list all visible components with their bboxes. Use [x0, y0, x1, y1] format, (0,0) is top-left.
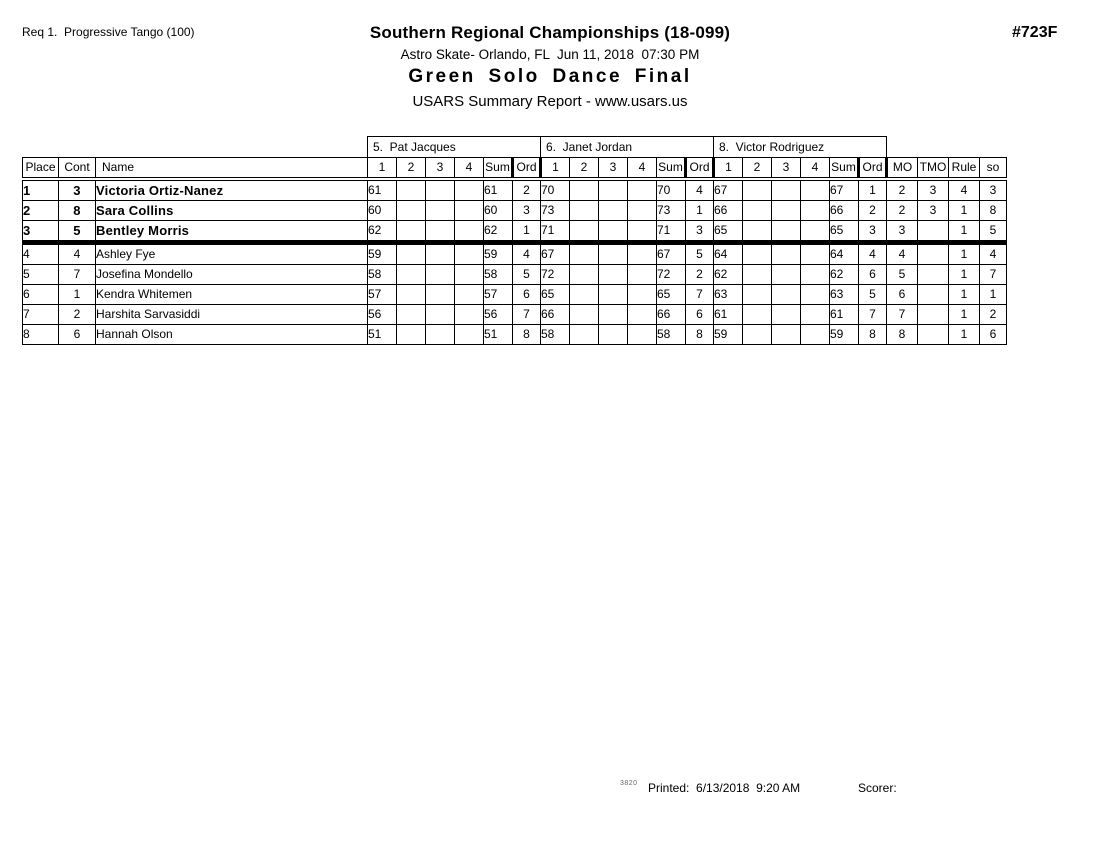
judge3-score-3-cell	[772, 243, 801, 265]
so-cell: 2	[980, 305, 1007, 325]
judge3-ord-cell: 4	[859, 243, 887, 265]
judge1-score-2-cell	[397, 243, 426, 265]
judge3-col-3: 3	[772, 158, 801, 180]
judge1-ord-cell: 5	[513, 265, 541, 285]
tmo-cell	[918, 243, 949, 265]
judge1-score-4-cell	[455, 325, 484, 345]
judge2-score-1-cell: 67	[541, 243, 570, 265]
judge3-score-4-cell	[801, 179, 830, 201]
judge2-score-3-cell	[599, 179, 628, 201]
mo-cell: 8	[887, 325, 918, 345]
judge2-sum-cell: 70	[657, 179, 686, 201]
judge1-score-3-cell	[426, 285, 455, 305]
judge2-ord-cell: 5	[686, 243, 714, 265]
judge3-score-1-cell: 64	[714, 243, 743, 265]
table-row	[23, 179, 1007, 201]
cont-cell: 1	[59, 285, 96, 305]
judge3-score-3-cell	[772, 179, 801, 201]
judge2-score-1-cell: 65	[541, 285, 570, 305]
judge3-score-3-cell	[772, 325, 801, 345]
table-row	[23, 325, 1007, 345]
judge2-ord-cell: 1	[686, 201, 714, 221]
judge3-score-4-cell	[801, 285, 830, 305]
judge1-ord-cell: 4	[513, 243, 541, 265]
rule-cell: 1	[949, 265, 980, 285]
name-cell: Victoria Ortiz-Nanez	[96, 179, 368, 201]
table-row	[23, 285, 1007, 305]
tmo-cell	[918, 221, 949, 243]
judge1-score-4-cell	[455, 201, 484, 221]
judge3-sum-cell: 65	[830, 221, 859, 243]
col-header-name: Name	[96, 158, 368, 180]
cont-cell: 4	[59, 243, 96, 265]
place-cell: 5	[23, 265, 59, 285]
so-cell: 5	[980, 221, 1007, 243]
judge1-score-3-cell	[426, 243, 455, 265]
judge3-sum-cell: 59	[830, 325, 859, 345]
judge2-score-3-cell	[599, 201, 628, 221]
rule-cell: 1	[949, 201, 980, 221]
judge2-sum-cell: 67	[657, 243, 686, 265]
judge3-col-2: 2	[743, 158, 772, 180]
name-cell: Harshita Sarvasiddi	[96, 305, 368, 325]
judge1-score-3-cell	[426, 325, 455, 345]
judge2-col-sum: Sum	[657, 158, 686, 180]
judge1-score-1-cell: 51	[368, 325, 397, 345]
judge3-score-1-cell: 66	[714, 201, 743, 221]
cont-cell: 2	[59, 305, 96, 325]
judge1-ord-cell: 2	[513, 179, 541, 201]
col-header-tmo: TMO	[918, 158, 949, 180]
so-cell: 8	[980, 201, 1007, 221]
judge2-sum-cell: 73	[657, 201, 686, 221]
judge2-score-2-cell	[570, 265, 599, 285]
judge2-sum-cell: 72	[657, 265, 686, 285]
judge2-col-4: 4	[628, 158, 657, 180]
judge3-ord-cell: 7	[859, 305, 887, 325]
judge3-score-2-cell	[743, 325, 772, 345]
judge2-ord-cell: 6	[686, 305, 714, 325]
rule-cell: 1	[949, 243, 980, 265]
judge1-score-4-cell	[455, 221, 484, 243]
judge2-score-2-cell	[570, 305, 599, 325]
judge2-score-4-cell	[628, 179, 657, 201]
name-cell: Kendra Whitemen	[96, 285, 368, 305]
judge1-col-2: 2	[397, 158, 426, 180]
judge2-score-2-cell	[570, 221, 599, 243]
judge3-col-ord: Ord	[859, 158, 887, 180]
footer-printed: Printed: 6/13/2018 9:20 AM	[648, 781, 801, 795]
mo-cell: 2	[887, 201, 918, 221]
judge1-score-2-cell	[397, 265, 426, 285]
judge1-sum-cell: 61	[484, 179, 513, 201]
judge2-score-4-cell	[628, 201, 657, 221]
judge3-col-4: 4	[801, 158, 830, 180]
judge2-sum-cell: 66	[657, 305, 686, 325]
judge3-score-3-cell	[772, 285, 801, 305]
judge2-score-3-cell	[599, 285, 628, 305]
so-cell: 7	[980, 265, 1007, 285]
judge3-ord-cell: 5	[859, 285, 887, 305]
name-cell: Bentley Morris	[96, 221, 368, 243]
judge1-ord-cell: 7	[513, 305, 541, 325]
judge2-col-3: 3	[599, 158, 628, 180]
championship-title: Southern Regional Championships (18-099)	[369, 23, 731, 42]
judge2-col-ord: Ord	[686, 158, 714, 180]
judge2-score-4-cell	[628, 305, 657, 325]
col-header-so: so	[980, 158, 1007, 180]
judge3-sum-cell: 64	[830, 243, 859, 265]
judge1-score-3-cell	[426, 179, 455, 201]
table-row	[23, 201, 1007, 221]
judge3-sum-cell: 66	[830, 201, 859, 221]
judge2-sum-cell: 65	[657, 285, 686, 305]
tmo-cell	[918, 285, 949, 305]
judge2-sum-cell: 58	[657, 325, 686, 345]
judge1-score-4-cell	[455, 305, 484, 325]
place-cell: 8	[23, 325, 59, 345]
cont-cell: 8	[59, 201, 96, 221]
judge-header-spacer-right	[887, 137, 1007, 158]
tmo-cell	[918, 305, 949, 325]
mo-cell: 5	[887, 265, 918, 285]
judge1-score-2-cell	[397, 305, 426, 325]
mo-cell: 2	[887, 179, 918, 201]
results-table	[22, 136, 1007, 345]
judge3-score-2-cell	[743, 221, 772, 243]
rule-cell: 1	[949, 305, 980, 325]
judge1-score-2-cell	[397, 221, 426, 243]
judge3-score-2-cell	[743, 201, 772, 221]
results-tbody	[23, 179, 1007, 345]
judge1-sum-cell: 60	[484, 201, 513, 221]
judge2-col-1: 1	[541, 158, 570, 180]
judge2-score-3-cell	[599, 325, 628, 345]
judge1-score-1-cell: 57	[368, 285, 397, 305]
table-row	[23, 221, 1007, 243]
judge2-score-1-cell: 66	[541, 305, 570, 325]
rule-cell: 1	[949, 285, 980, 305]
name-cell: Ashley Fye	[96, 243, 368, 265]
judge2-score-3-cell	[599, 243, 628, 265]
judge2-ord-cell: 4	[686, 179, 714, 201]
judge3-score-1-cell: 63	[714, 285, 743, 305]
tmo-cell	[918, 265, 949, 285]
judge3-score-1-cell: 59	[714, 325, 743, 345]
mo-cell: 3	[887, 221, 918, 243]
report-type-line: USARS Summary Report - www.usars.us	[412, 93, 688, 110]
judge2-score-2-cell	[570, 285, 599, 305]
judge2-score-2-cell	[570, 179, 599, 201]
name-cell: Hannah Olson	[96, 325, 368, 345]
table-row	[23, 265, 1007, 285]
judge2-score-1-cell: 70	[541, 179, 570, 201]
judge3-ord-cell: 8	[859, 325, 887, 345]
col-header-place: Place	[23, 158, 59, 180]
judge3-sum-cell: 61	[830, 305, 859, 325]
judge-3-name: 8. Victor Rodriguez	[714, 137, 887, 158]
mo-cell: 6	[887, 285, 918, 305]
cont-cell: 5	[59, 221, 96, 243]
judge3-score-4-cell	[801, 243, 830, 265]
judge2-score-1-cell: 71	[541, 221, 570, 243]
judge1-col-ord: Ord	[513, 158, 541, 180]
rule-cell: 1	[949, 221, 980, 243]
cont-cell: 6	[59, 325, 96, 345]
judge3-score-3-cell	[772, 265, 801, 285]
judge1-score-4-cell	[455, 243, 484, 265]
judge1-score-1-cell: 56	[368, 305, 397, 325]
judge2-ord-cell: 3	[686, 221, 714, 243]
mo-cell: 7	[887, 305, 918, 325]
judge3-sum-cell: 67	[830, 179, 859, 201]
judge1-col-1: 1	[368, 158, 397, 180]
judge3-score-4-cell	[801, 265, 830, 285]
judge1-score-3-cell	[426, 305, 455, 325]
judge1-sum-cell: 58	[484, 265, 513, 285]
judge3-ord-cell: 3	[859, 221, 887, 243]
judge3-sum-cell: 62	[830, 265, 859, 285]
so-cell: 1	[980, 285, 1007, 305]
place-cell: 3	[23, 221, 59, 243]
judge1-score-2-cell	[397, 201, 426, 221]
judge3-score-3-cell	[772, 305, 801, 325]
judge1-score-1-cell: 59	[368, 243, 397, 265]
judge3-score-2-cell	[743, 305, 772, 325]
place-cell: 7	[23, 305, 59, 325]
judge1-score-3-cell	[426, 265, 455, 285]
cont-cell: 7	[59, 265, 96, 285]
tmo-cell: 3	[918, 179, 949, 201]
col-header-mo: MO	[887, 158, 918, 180]
judge3-score-4-cell	[801, 221, 830, 243]
judge3-score-3-cell	[772, 221, 801, 243]
judge1-sum-cell: 56	[484, 305, 513, 325]
venue-date-line: Astro Skate- Orlando, FL Jun 11, 2018 07:30 PM	[400, 47, 700, 62]
judge1-score-3-cell	[426, 221, 455, 243]
judge1-col-4: 4	[455, 158, 484, 180]
judge1-ord-cell: 8	[513, 325, 541, 345]
place-cell: 2	[23, 201, 59, 221]
table-row	[23, 305, 1007, 325]
judge1-sum-cell: 51	[484, 325, 513, 345]
judge3-score-4-cell	[801, 201, 830, 221]
judge3-score-2-cell	[743, 285, 772, 305]
tmo-cell: 3	[918, 201, 949, 221]
judge1-score-1-cell: 58	[368, 265, 397, 285]
judge2-score-2-cell	[570, 201, 599, 221]
judge1-score-2-cell	[397, 179, 426, 201]
judge3-score-2-cell	[743, 243, 772, 265]
judge2-sum-cell: 71	[657, 221, 686, 243]
tmo-cell	[918, 325, 949, 345]
footer-scorer: Scorer:	[858, 781, 897, 795]
judge2-ord-cell: 7	[686, 285, 714, 305]
footer-code: 3820	[620, 780, 638, 787]
judge2-ord-cell: 8	[686, 325, 714, 345]
judge3-score-4-cell	[801, 325, 830, 345]
judge1-score-4-cell	[455, 265, 484, 285]
so-cell: 3	[980, 179, 1007, 201]
judge2-score-4-cell	[628, 221, 657, 243]
so-cell: 6	[980, 325, 1007, 345]
place-cell: 6	[23, 285, 59, 305]
judge3-col-sum: Sum	[830, 158, 859, 180]
judge1-sum-cell: 59	[484, 243, 513, 265]
judge1-ord-cell: 1	[513, 221, 541, 243]
judge2-score-2-cell	[570, 243, 599, 265]
rule-cell: 1	[949, 325, 980, 345]
mo-cell: 4	[887, 243, 918, 265]
cont-cell: 3	[59, 179, 96, 201]
judge3-score-4-cell	[801, 305, 830, 325]
judge1-score-4-cell	[455, 179, 484, 201]
judge3-score-2-cell	[743, 179, 772, 201]
judge3-ord-cell: 2	[859, 201, 887, 221]
judge2-score-4-cell	[628, 243, 657, 265]
judge2-score-2-cell	[570, 325, 599, 345]
judge1-score-3-cell	[426, 201, 455, 221]
report-header	[0, 23, 1100, 110]
judge1-score-2-cell	[397, 285, 426, 305]
judge3-score-1-cell: 65	[714, 221, 743, 243]
so-cell: 4	[980, 243, 1007, 265]
name-cell: Sara Collins	[96, 201, 368, 221]
judge1-score-1-cell: 61	[368, 179, 397, 201]
judge3-score-1-cell: 61	[714, 305, 743, 325]
judge1-ord-cell: 3	[513, 201, 541, 221]
judge3-ord-cell: 1	[859, 179, 887, 201]
judge1-col-3: 3	[426, 158, 455, 180]
name-cell: Josefina Mondello	[96, 265, 368, 285]
judge1-score-4-cell	[455, 285, 484, 305]
judge-1-name: 5. Pat Jacques	[368, 137, 541, 158]
judge-header-spacer-left	[23, 137, 368, 158]
col-header-rule: Rule	[949, 158, 980, 180]
rule-cell: 4	[949, 179, 980, 201]
judge-2-name: 6. Janet Jordan	[541, 137, 714, 158]
judge1-sum-cell: 62	[484, 221, 513, 243]
judge3-score-1-cell: 62	[714, 265, 743, 285]
judge3-score-1-cell: 67	[714, 179, 743, 201]
column-header-row	[23, 158, 1007, 180]
judge2-score-3-cell	[599, 265, 628, 285]
judge2-score-3-cell	[599, 221, 628, 243]
judge1-sum-cell: 57	[484, 285, 513, 305]
judge2-score-1-cell: 58	[541, 325, 570, 345]
judge1-score-2-cell	[397, 325, 426, 345]
place-cell: 1	[23, 179, 59, 201]
table-row	[23, 243, 1007, 265]
judge1-score-1-cell: 62	[368, 221, 397, 243]
judge3-sum-cell: 63	[830, 285, 859, 305]
judge2-score-3-cell	[599, 305, 628, 325]
judge2-score-4-cell	[628, 265, 657, 285]
judge3-col-1: 1	[714, 158, 743, 180]
judge2-ord-cell: 2	[686, 265, 714, 285]
judge2-score-1-cell: 73	[541, 201, 570, 221]
place-cell: 4	[23, 243, 59, 265]
judge2-score-4-cell	[628, 325, 657, 345]
judge2-score-4-cell	[628, 285, 657, 305]
judge3-ord-cell: 6	[859, 265, 887, 285]
requirement-label: Req 1. Progressive Tango (100)	[22, 25, 195, 39]
event-title: Green Solo Dance Final	[408, 66, 692, 87]
judge2-score-1-cell: 72	[541, 265, 570, 285]
judge1-score-1-cell: 60	[368, 201, 397, 221]
report-number: #723F	[1012, 24, 1058, 41]
judge2-col-2: 2	[570, 158, 599, 180]
judge-header-row	[23, 137, 1007, 158]
judge1-col-sum: Sum	[484, 158, 513, 180]
judge3-score-2-cell	[743, 265, 772, 285]
col-header-cont: Cont	[59, 158, 96, 180]
judge3-score-3-cell	[772, 201, 801, 221]
judge1-ord-cell: 6	[513, 285, 541, 305]
